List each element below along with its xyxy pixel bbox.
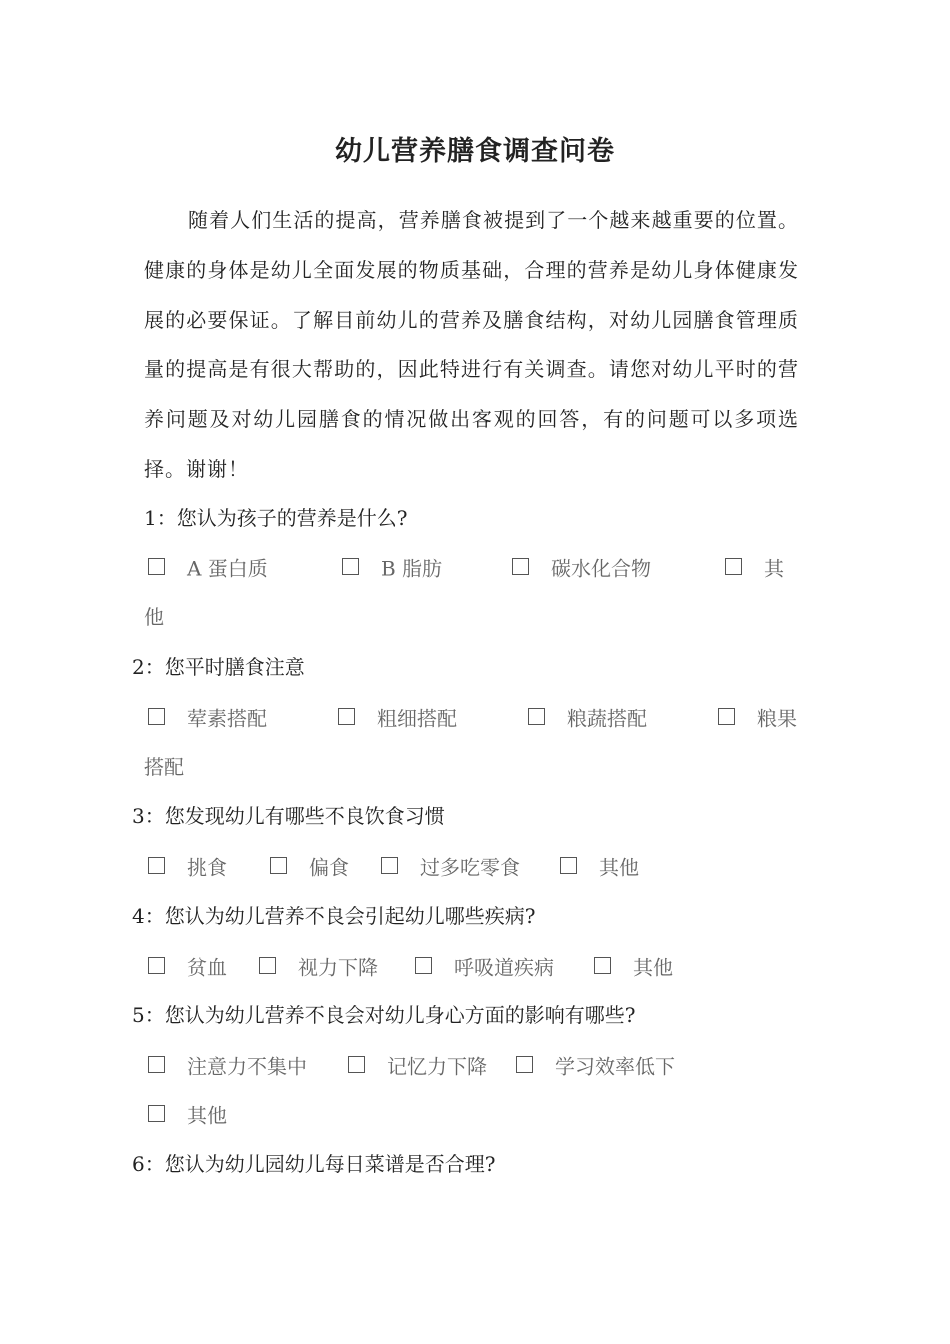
- checkbox-icon[interactable]: [725, 558, 742, 575]
- option-checkbox[interactable]: 视力下降: [259, 946, 378, 988]
- option-checkbox[interactable]: B 脂肪: [342, 547, 442, 589]
- question-6: 6：您认为幼儿园幼儿每日菜谱是否合理?: [132, 1152, 496, 1176]
- checkbox-icon[interactable]: [270, 857, 287, 874]
- option-checkbox[interactable]: 其他: [560, 846, 639, 888]
- option-checkbox[interactable]: 荤素搭配: [148, 697, 267, 739]
- option-checkbox[interactable]: 注意力不集中: [148, 1045, 307, 1087]
- checkbox-icon[interactable]: [148, 708, 165, 725]
- option-checkbox[interactable]: 其他: [148, 1094, 227, 1136]
- option-checkbox[interactable]: 粮蔬搭配: [528, 697, 647, 739]
- checkbox-icon[interactable]: [516, 1056, 533, 1073]
- checkbox-icon[interactable]: [594, 957, 611, 974]
- option-checkbox[interactable]: 挑食: [148, 846, 227, 888]
- question-3: 3：您发现幼儿有哪些不良饮食习惯: [132, 804, 445, 828]
- option-checkbox[interactable]: 其: [725, 547, 784, 589]
- option-checkbox[interactable]: 偏食: [270, 846, 349, 888]
- question-2: 2：您平时膳食注意: [132, 655, 305, 679]
- checkbox-icon[interactable]: [348, 1056, 365, 1073]
- checkbox-icon[interactable]: [512, 558, 529, 575]
- option-checkbox[interactable]: 记忆力下降: [348, 1045, 487, 1087]
- option-checkbox[interactable]: A 蛋白质: [148, 547, 268, 589]
- option-checkbox[interactable]: 粮果: [718, 697, 797, 739]
- checkbox-icon[interactable]: [148, 558, 165, 575]
- checkbox-icon[interactable]: [381, 857, 398, 874]
- question-1: 1：您认为孩子的营养是什么?: [144, 506, 408, 530]
- option-checkbox[interactable]: 贫血: [148, 946, 227, 988]
- option-checkbox[interactable]: 粗细搭配: [338, 697, 457, 739]
- option-checkbox[interactable]: 学习效率低下: [516, 1045, 675, 1087]
- checkbox-icon[interactable]: [148, 857, 165, 874]
- intro-paragraph: 随着人们生活的提高，营养膳食被提到了一个越来越重要的位置。健康的身体是幼儿全面发展的物质基础，合理的营养是幼儿身体健康发展的必要保证。了解目前幼儿的营养及膳食结构，对幼儿园膳食管理质量的提高是有很大帮助的，因此特进行有关调查。请您对幼儿平时的营养问题及对幼儿园膳食的情况做出客观的回答，有的问题可以多项选择。谢谢！: [144, 208, 799, 481]
- page-title: 幼儿营养膳食调查问卷: [335, 136, 615, 167]
- question-4: 4：您认为幼儿营养不良会引起幼儿哪些疾病?: [132, 904, 536, 928]
- option-checkbox[interactable]: 其他: [594, 946, 673, 988]
- checkbox-icon[interactable]: [148, 1056, 165, 1073]
- option-continuation: 搭配: [144, 755, 184, 779]
- checkbox-icon[interactable]: [148, 1105, 165, 1122]
- checkbox-icon[interactable]: [338, 708, 355, 725]
- checkbox-icon[interactable]: [342, 558, 359, 575]
- question-5: 5：您认为幼儿营养不良会对幼儿身心方面的影响有哪些?: [132, 1003, 636, 1027]
- option-checkbox[interactable]: 过多吃零食: [381, 846, 520, 888]
- option-continuation: 他: [144, 605, 164, 629]
- checkbox-icon[interactable]: [148, 957, 165, 974]
- checkbox-icon[interactable]: [560, 857, 577, 874]
- checkbox-icon[interactable]: [259, 957, 276, 974]
- option-checkbox[interactable]: 碳水化合物: [512, 547, 651, 589]
- option-checkbox[interactable]: 呼吸道疾病: [415, 946, 554, 988]
- checkbox-icon[interactable]: [415, 957, 432, 974]
- checkbox-icon[interactable]: [718, 708, 735, 725]
- checkbox-icon[interactable]: [528, 708, 545, 725]
